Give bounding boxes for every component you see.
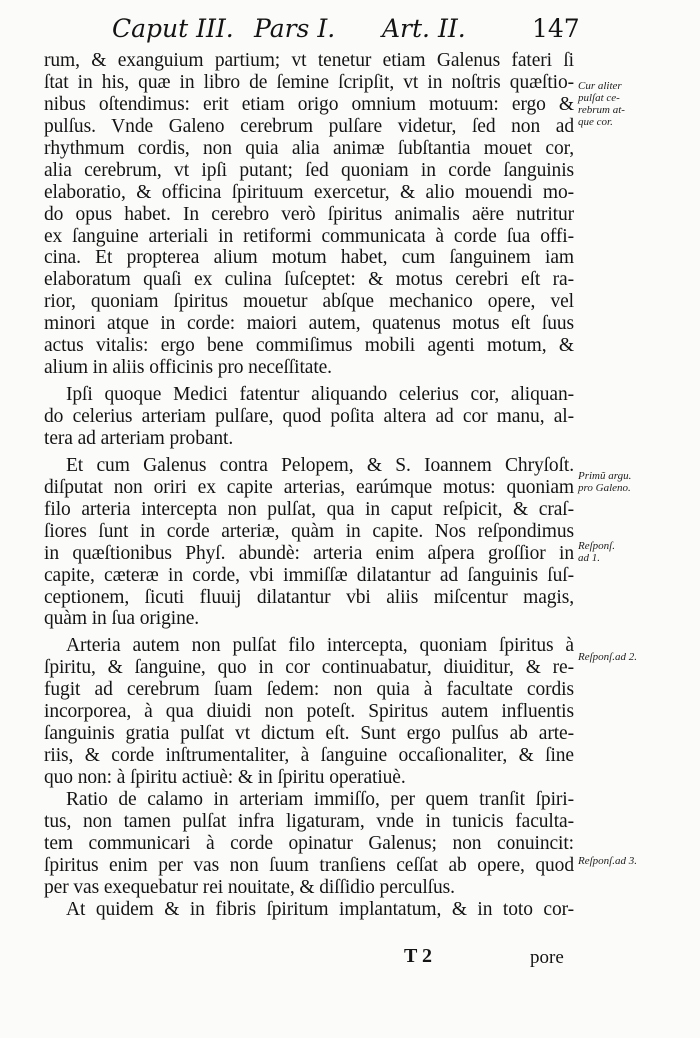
text-line: do opus habet. In cerebro verò ſpiritus animalis aëre nutritur — [44, 203, 574, 225]
text-line: rum, & exanguium partium; vt tenetur etiam Galenus fateri ſi — [44, 50, 574, 71]
marginal-line: Primũ argu. — [578, 470, 632, 482]
catchword: pore — [530, 947, 564, 968]
text-line: do celerius arteriam pulſare, quod poſita altera ad cor manu, al- — [44, 406, 574, 427]
text-line: alium in aliis officinis pro neceſſitate. — [44, 357, 332, 379]
marginal-note-responsio-1 — [578, 540, 693, 564]
text-line: alia cerebrum, vt ipſi putant; ſed quoniam in corde ſanguinis — [44, 159, 574, 181]
marginal-note-responsio-2 — [578, 651, 693, 663]
signature-mark: T 2 — [404, 945, 432, 967]
marginal-line: que cor. — [578, 116, 613, 128]
text-line: riis, & corde inſtrumentaliter, à ſanguine occaſionaliter, & ſine — [44, 745, 574, 767]
text-line: Et cum Galenus contra Pelopem, & S. Ioannem Chryſoſt. — [66, 454, 574, 476]
marginal-note-responsio-3 — [578, 855, 693, 867]
text-line: ſanguinis gratia pulſat vt dictum eſt. Sunt ergo pulſus ab arte- — [44, 723, 574, 745]
text-line: quàm in ſua origine. — [44, 608, 200, 630]
text-line: ſpiritu, & ſanguine, quo in cor continuabatur, diuiditur, & re- — [44, 657, 574, 679]
text-line: Ipſi quoque Medici fatentur aliquando celerius cor, aliquan- — [66, 384, 574, 406]
text-line: nibus oſtendimus: erit etiam origo omnium motuum: ergo & — [44, 93, 574, 115]
marginal-note-cur-aliter — [578, 80, 693, 128]
page-number: 147 — [532, 14, 580, 43]
text-line: tera ad arteriam probant. — [44, 427, 234, 449]
text-line: capite, cæteræ in corde, vbi immiſſæ dilatantur ad ſanguinis ſuſ- — [44, 564, 574, 586]
header-art: Art. II. — [382, 14, 466, 43]
text-line: cina. Et propterea alium motum habet, cum ſanguinem iam — [44, 247, 574, 269]
marginal-line: Reſponſ.ad 3. — [578, 855, 637, 867]
marginal-line: ad 1. — [578, 552, 600, 564]
marginal-line: pro Galeno. — [578, 482, 631, 494]
text-line: ſtat in his, quæ in libro de ſemine ſcripſit, vt in noſtris quæſtio- — [44, 71, 574, 93]
text-line: ſiores ſunt in corde arteriæ, quàm in capite. Nos reſpondimus — [44, 520, 574, 542]
text-line: filo arteria intercepta non pulſat, qua in caput reſpicit, & craſ- — [44, 498, 574, 520]
marginal-line: Reſponſ.ad 2. — [578, 651, 637, 663]
text-line: ex ſanguine arteriali in retiformi communicata à corde ſua offi- — [44, 225, 574, 247]
marginal-line: Reſponſ. — [578, 540, 615, 552]
text-line: rhythmum cordis, non quia alia animæ ſubſtantia mouet cor, — [44, 137, 574, 159]
running-header — [112, 14, 580, 46]
marginal-line: pulſat ce- — [578, 92, 620, 104]
text-line: At quidem & in fibris ſpiritum implantatum, & in toto cor- — [66, 898, 574, 920]
marginal-line: rebrum at- — [578, 104, 625, 116]
text-line: in quæſtionibus Phyſ. abundè: arteria enim aſpera groſſior in — [44, 542, 574, 564]
text-line: Ratio de calamo in arteriam immiſſo, per quem tranſit ſpiri- — [66, 788, 574, 810]
text-line: pulſus. Vnde Galeno cerebrum pulſare videtur, ſed non ad — [44, 115, 574, 137]
text-line: elaboratio, & officina ſpirituum exercetur, & alio mouendi mo- — [44, 181, 574, 203]
header-pars: Pars I. — [254, 14, 336, 43]
text-line: elaboratum quaſi ex culina ſuſceptet: & motus cerebri eſt ra- — [44, 269, 574, 291]
text-line: diſputat non oriri ex capite arterias, earúmque motus: quoniam — [44, 476, 574, 498]
text-line: tus, non tamen pulſat infra ligaturam, vnde in tunicis faculta- — [44, 810, 574, 832]
text-line: ceptionem, ſicuti fluuij dilatantur vbi aliis miſcentur magis, — [44, 586, 574, 608]
text-line: fugit ad cerebrum ſuam ſedem: non quia à facultate cordis — [44, 679, 574, 701]
text-line: rior, quoniam ſpiritus mouetur abſque mechanico opere, vel — [44, 291, 574, 313]
text-line: Arteria autem non pulſat filo intercepta, quoniam ſpiritus à — [66, 635, 574, 657]
header-caput: Caput III. — [112, 14, 234, 43]
main-text — [44, 50, 574, 921]
text-line: incorporea, à qua diuidi non poteſt. Spiritus autem influentis — [44, 701, 574, 723]
text-line: quo non: à ſpiritu actiuè: & in ſpiritu operatiuè. — [44, 767, 406, 788]
text-line: ſpiritus enim per vas non ſuum tranſiens ceſſat ab opere, quod — [44, 854, 574, 876]
text-line: tem communicari à corde opinatur Galenus; non conuincit: — [44, 832, 574, 854]
text-line: per vas exequebatur rei nouitate, & diſſidio perculſus. — [44, 876, 455, 898]
marginal-line: Cur aliter — [578, 80, 622, 92]
text-line: actus vitalis: ergo bene commiſimus mobili agenti motum, & — [44, 335, 574, 357]
text-line: minori atque in corde: maiori autem, quatenus motus eſt ſuus — [44, 313, 574, 335]
marginal-note-primum-argumentum — [578, 470, 693, 494]
